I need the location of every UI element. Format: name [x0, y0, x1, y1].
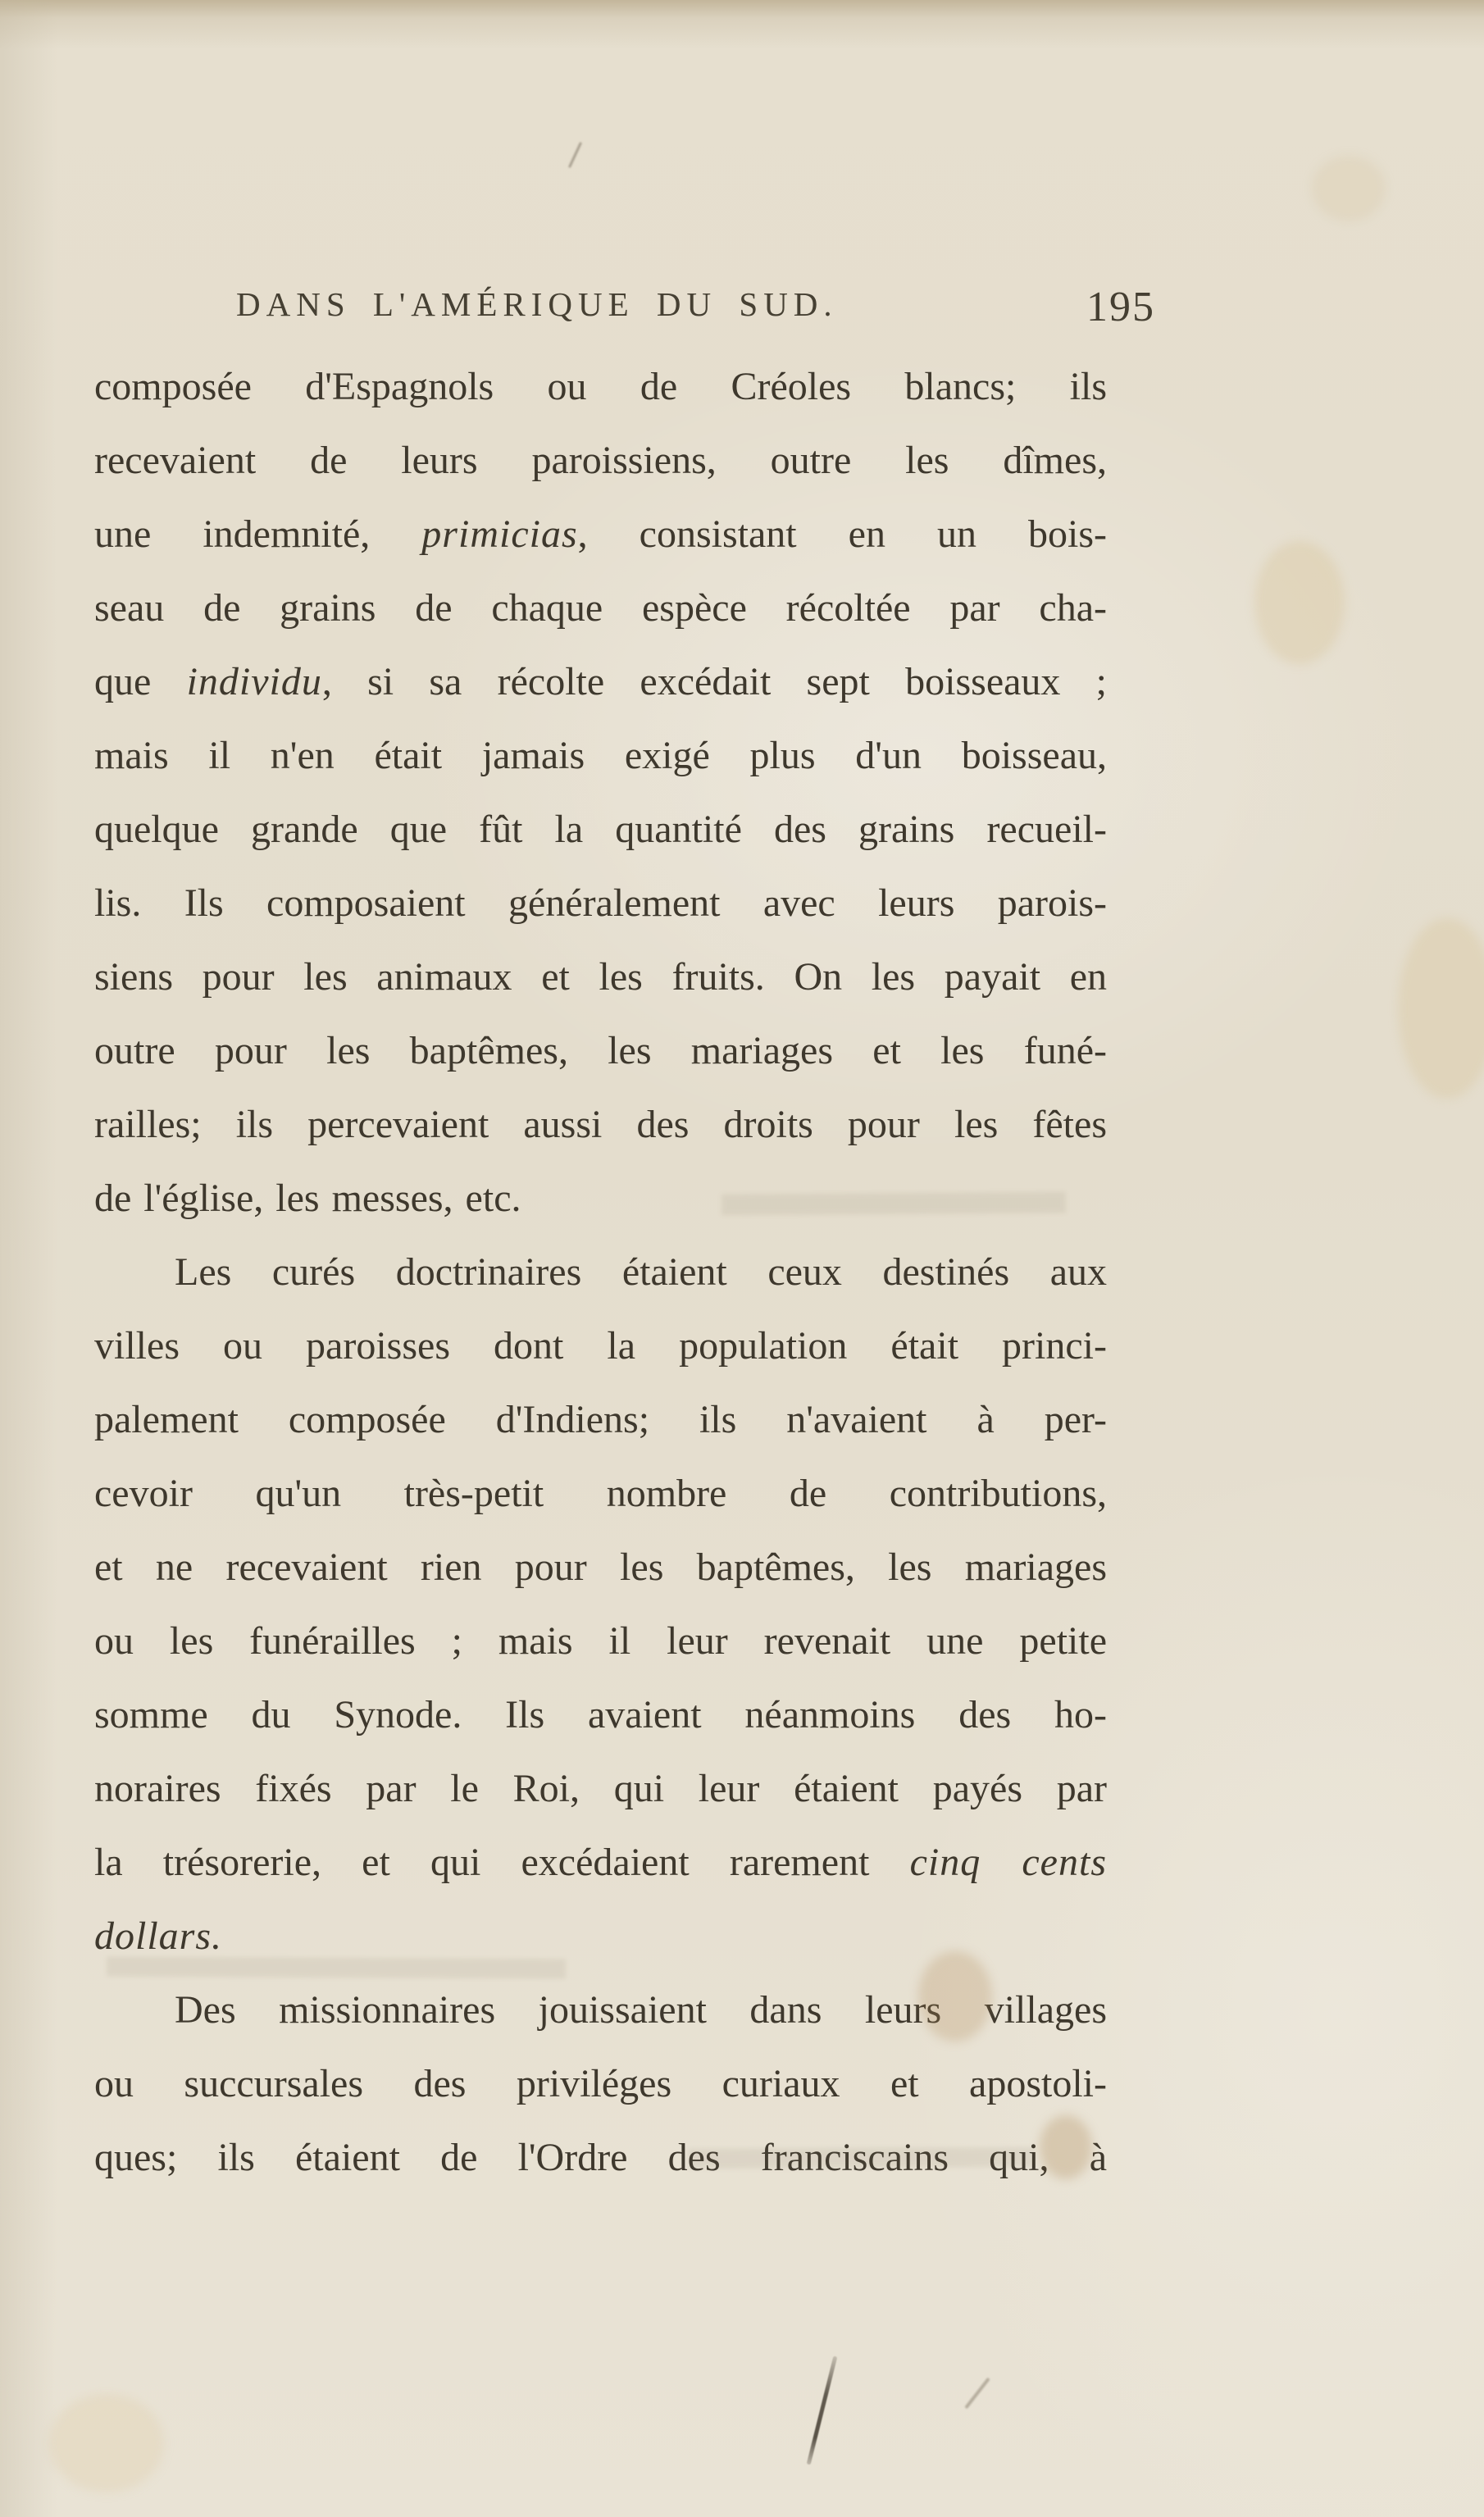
text-line: railles; ils percevaient aussi des droits pour les fêtes — [94, 1103, 1107, 1146]
running-title: DANS L'AMÉRIQUE DU SUD. — [236, 285, 838, 323]
pen-mark — [964, 2378, 990, 2410]
text-line: ques; ils étaient de l'Ordre des franciscains qui, à — [94, 2136, 1107, 2179]
text-line: palement composée d'Indiens; ils n'avaient à per- — [94, 1398, 1107, 1441]
text-line: une indemnité, primicias, consistant en un bois- — [94, 512, 1107, 556]
paper-stain — [1398, 918, 1484, 1099]
text-line: recevaient de leurs paroissiens, outre les dîmes, — [94, 439, 1107, 482]
text-line: villes ou paroisses dont la population était princi- — [94, 1324, 1107, 1368]
text-line: de l'église, les messes, etc. — [94, 1177, 521, 1220]
text-line: Des missionnaires jouissaient dans leurs villages — [175, 1988, 1107, 2032]
paper-stain — [1312, 156, 1386, 221]
text-line: noraires fixés par le Roi, qui leur étaient payés par — [94, 1767, 1107, 1810]
paper-stain — [1254, 541, 1345, 664]
pen-mark — [807, 2355, 838, 2465]
paragraph — [94, 1973, 1107, 2195]
text-line: outre pour les baptêmes, les mariages et les funé- — [94, 1029, 1107, 1072]
text-line: quelque grande que fût la quantité des grains recueil- — [94, 808, 1107, 851]
text-line: composée d'Espagnols ou de Créoles blancs; ils — [94, 365, 1107, 408]
text-line: ou succursales des priviléges curiaux et apostoli- — [94, 2062, 1107, 2105]
paragraph — [94, 1236, 1107, 1973]
text-line: Les curés doctrinaires étaient ceux destinés aux — [175, 1250, 1107, 1294]
text-line: la trésorerie, et qui excédaient rarement cinq cents — [94, 1841, 1108, 1884]
text-line: ou les funérailles ; mais il leur revenait une petite — [94, 1619, 1107, 1663]
text-line: cevoir qu'un très-petit nombre de contributions, — [94, 1472, 1107, 1515]
text-line: dollars. — [94, 1914, 223, 1958]
text-line: mais il n'en était jamais exigé plus d'un boisseau, — [94, 734, 1107, 777]
pen-mark — [568, 142, 582, 168]
paragraph — [94, 350, 1107, 1236]
paper-stain — [49, 2394, 164, 2492]
text-line: somme du Synode. Ils avaient néanmoins des ho- — [94, 1693, 1107, 1736]
page-number: 195 — [1086, 284, 1155, 330]
body-text — [94, 350, 1107, 2195]
text-line: et ne recevaient rien pour les baptêmes, les mariages — [94, 1545, 1107, 1589]
text-line: que individu, si sa récolte excédait sept boisseaux ; — [94, 660, 1108, 703]
text-line: lis. Ils composaient généralement avec leurs parois- — [94, 881, 1107, 925]
text-line: siens pour les animaux et les fruits. On les payait en — [94, 955, 1107, 999]
text-line: seau de grains de chaque espèce récoltée par cha- — [94, 586, 1107, 630]
